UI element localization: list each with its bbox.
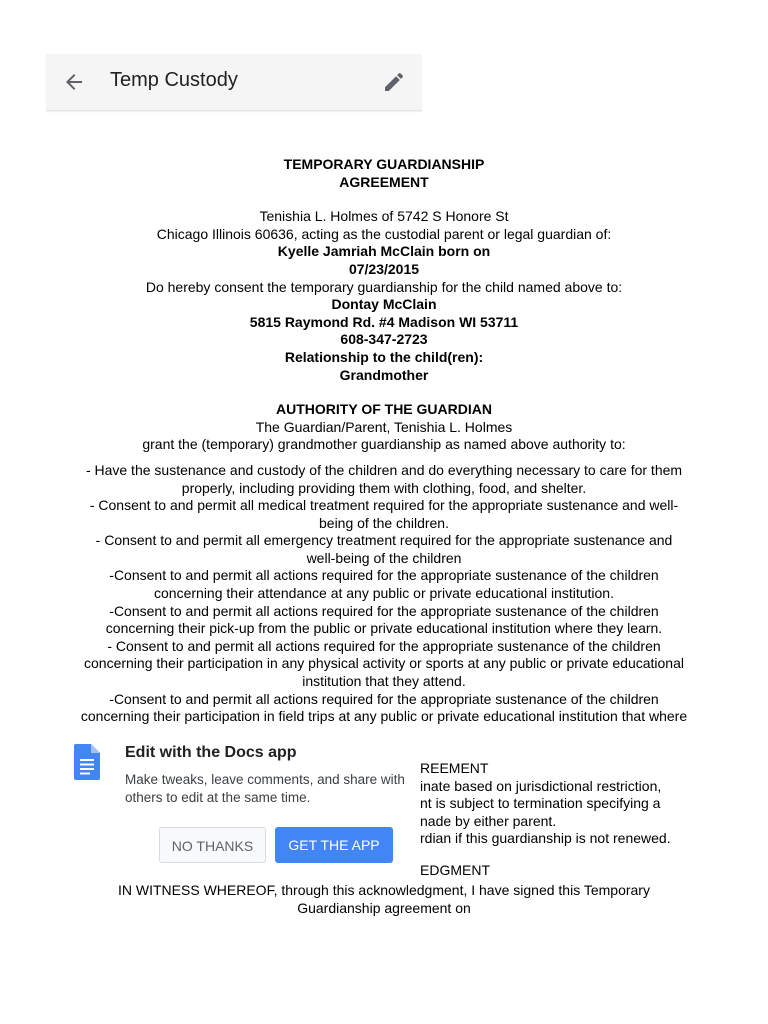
authority-item-line: properly, including providing them with clothing, food, and shelter. — [181, 479, 587, 496]
authority-line: The Guardian/Parent, Tenishia L. Holmes — [255, 418, 513, 435]
authority-item-line: concerning their attendance at any public or private educational institution. — [154, 585, 614, 602]
authority-item-line: -Consent to and permit all actions required for the appropriate sustenance of the children — [109, 567, 659, 584]
doc-heading-2: AGREEMENT — [339, 173, 429, 190]
authority-item-line: -Consent to and permit all actions required for the appropriate sustenance of the children — [109, 690, 659, 707]
arrow-back-icon[interactable] — [62, 70, 86, 94]
app-bar — [46, 54, 422, 111]
relationship-value: Grandmother — [339, 366, 429, 383]
guardian-name: Dontay McClain — [331, 296, 437, 313]
relationship-label: Relationship to the child(ren): — [284, 348, 484, 365]
doc-paragraph: Chicago Illinois 60636, acting as the custodial parent or legal guardian of: — [156, 225, 612, 242]
witness-line: Guardianship agreement on — [297, 899, 471, 916]
authority-item-line: -Consent to and permit all actions required for the appropriate sustenance of the children — [109, 602, 659, 619]
authority-item-line: being of the children. — [319, 514, 449, 531]
pencil-icon[interactable] — [382, 70, 406, 94]
term-line: rdian if this guardianship is not renewed. — [420, 830, 671, 847]
term-line: inate based on jurisdictional restriction, — [420, 777, 662, 794]
get-the-app-button[interactable]: GET THE APP — [275, 827, 393, 863]
promo-title: Edit with the Docs app — [125, 744, 297, 761]
google-docs-icon — [74, 744, 100, 780]
authority-line: grant the (temporary) grandmother guardianship as named above authority to: — [142, 436, 626, 453]
authority-item-line: institution that they attend. — [302, 673, 466, 690]
document-body — [50, 156, 718, 726]
authority-item-line: concerning their participation in any physical activity or sports at any public or private educational — [84, 655, 684, 672]
term-heading: REEMENT — [420, 760, 489, 776]
child-name: Kyelle Jamriah McClain born on — [277, 243, 491, 260]
authority-list — [50, 462, 718, 726]
consent-line: Do hereby consent the temporary guardianship for the child named above to: — [145, 278, 623, 295]
authority-item-line: - Have the sustenance and custody of the children and do everything necessary to care for them — [85, 461, 683, 478]
doc-paragraph: Tenishia L. Holmes of 5742 S Honore St — [259, 208, 509, 225]
authority-item-line: concerning their pick-up from the public or private educational institution where they learn. — [105, 620, 663, 637]
child-dob: 07/23/2015 — [348, 260, 420, 277]
document-title: Temp Custody — [110, 69, 238, 91]
authority-item-line: - Consent to and permit all emergency treatment required for the appropriate sustenance and — [95, 532, 673, 549]
doc-heading: TEMPORARY GUARDIANSHIP — [283, 156, 485, 172]
term-line: nade by either parent. — [420, 812, 557, 829]
authority-item-line: well-being of the children — [306, 549, 462, 566]
authority-item-line: - Consent to and permit all medical treatment required for the appropriate sustenance and well- — [89, 497, 679, 514]
promo-subtitle: Make tweaks, leave comments, and share with others to edit at the same time. — [125, 772, 405, 805]
authority-item-line: concerning their participation in field trips at any public or private educational institution that where — [80, 708, 688, 725]
authority-item-line: - Consent to and permit all actions required for the appropriate sustenance of the children — [107, 637, 661, 654]
no-thanks-button[interactable]: NO THANKS — [159, 827, 266, 863]
authority-heading: AUTHORITY OF THE GUARDIAN — [276, 401, 492, 418]
guardian-phone: 608-347-2723 — [340, 331, 428, 348]
docs-app-promo — [58, 730, 418, 880]
witness-line: IN WITNESS WHEREOF, through this acknowledgment, I have signed this Temporary — [118, 882, 650, 898]
guardian-address: 5815 Raymond Rd. #4 Madison WI 53711 — [249, 313, 519, 330]
term-line: nt is subject to termination specifying a — [420, 795, 661, 812]
ack-heading: EDGMENT — [420, 861, 490, 878]
